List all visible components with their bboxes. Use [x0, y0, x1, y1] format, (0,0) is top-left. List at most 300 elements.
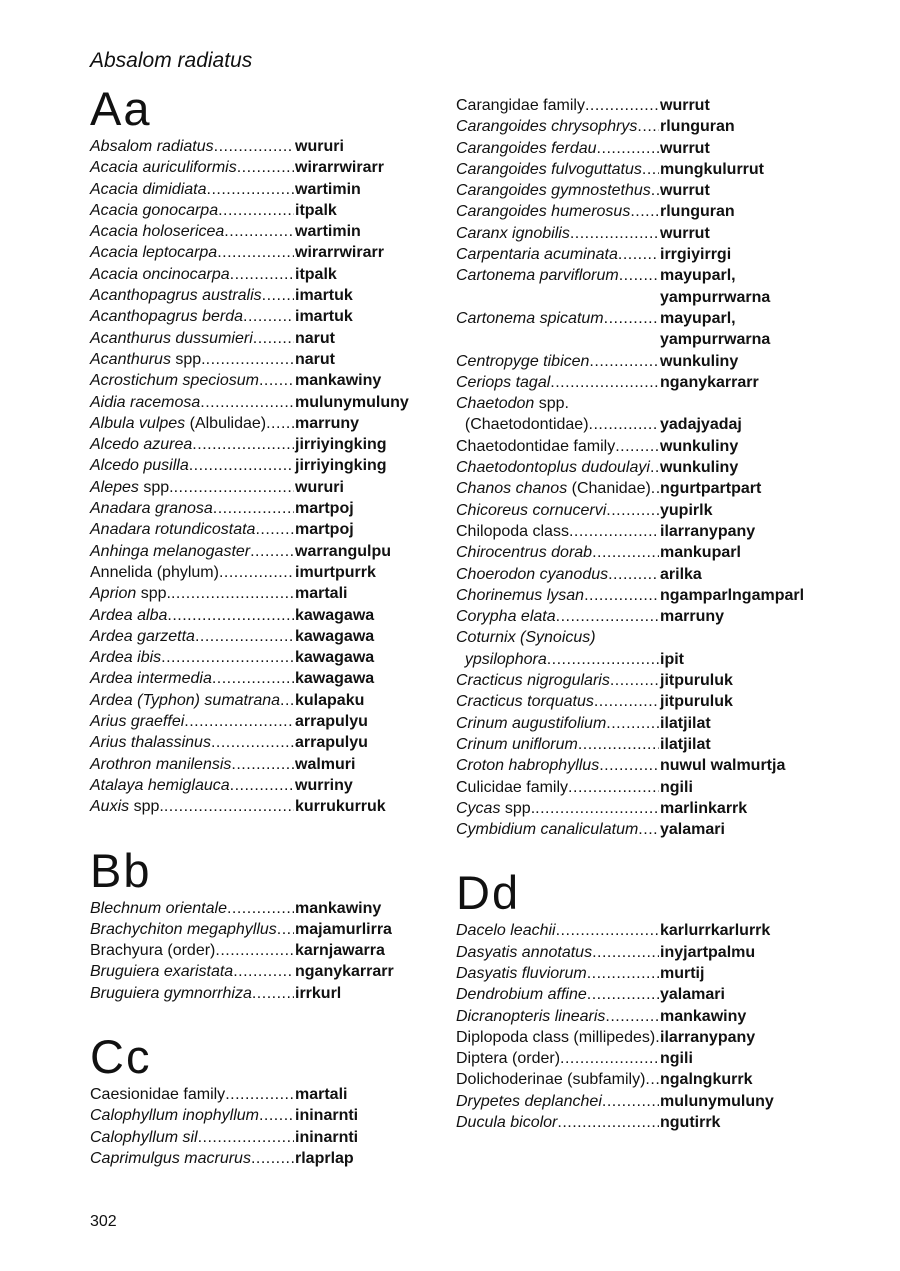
- entry-word: arilka: [660, 565, 702, 583]
- term-part: Acanthopagrus australis: [90, 287, 262, 305]
- glossary-entry: [456, 180, 796, 201]
- entry-term: [456, 691, 659, 712]
- entry-word: wunkuliny: [660, 352, 739, 370]
- leader-dots: [171, 583, 294, 604]
- term-part: Aidia racemosa: [90, 393, 201, 411]
- term-part: Alcedo azurea: [90, 436, 193, 454]
- entry-word: martali: [295, 1085, 348, 1103]
- entry-term: [90, 775, 294, 796]
- term-part: Choerodon cyanodus: [456, 565, 609, 583]
- entry-term: [90, 242, 294, 263]
- entry-word: ngamparlngamparl: [660, 586, 805, 604]
- leader-dots: [651, 478, 659, 499]
- entry-list: [456, 920, 796, 1133]
- entry-word: kawagawa: [295, 670, 375, 688]
- glossary-entry: [90, 392, 430, 413]
- entry-term: [90, 1084, 294, 1105]
- glossary-entry: [90, 983, 430, 1004]
- term-part: Brachyura (order): [90, 942, 216, 960]
- entry-word: nganykarrarr: [660, 373, 759, 391]
- entry-word: karlurrkarlurrk: [660, 922, 771, 940]
- leader-dots: [602, 1091, 659, 1112]
- entry-word: nuwul walmurtja: [660, 757, 786, 775]
- letter-section: [90, 82, 430, 818]
- entry-term: [90, 898, 294, 919]
- term-part: Cycas: [456, 799, 501, 817]
- entry-term: [456, 819, 659, 840]
- entry-word: yadajyadaj: [660, 416, 742, 434]
- entry-term: [456, 478, 659, 499]
- leader-dots: [587, 963, 659, 984]
- glossary-entry: [90, 1127, 430, 1148]
- entry-list: [90, 136, 430, 818]
- leader-dots: [207, 179, 295, 200]
- entry-word: martali: [295, 585, 348, 603]
- glossary-entry: [90, 605, 430, 626]
- entry-word: rlunguran: [660, 118, 735, 136]
- term-part: Croton habrophyllus: [456, 757, 600, 775]
- glossary-entry: [90, 157, 430, 178]
- letter-section: [90, 844, 430, 1004]
- entry-word: kurrukurruk: [295, 798, 386, 816]
- leader-dots: [218, 200, 294, 221]
- term-part: Acacia oncinocarpa: [90, 265, 230, 283]
- term-part: Ardea intermedia: [90, 670, 212, 688]
- glossary-entry: [90, 1105, 430, 1126]
- glossary-entry: [456, 542, 796, 563]
- entry-word: ininarnti: [295, 1128, 359, 1146]
- term-part: Chaetodon: [456, 395, 535, 413]
- leader-dots: [233, 961, 294, 982]
- leader-dots: [589, 351, 659, 372]
- term-part: Chorinemus lysan: [456, 586, 585, 604]
- term-part: Ardea ibis: [90, 649, 162, 667]
- term-part: Acacia leptocarpa: [90, 244, 218, 262]
- term-part: (Albulidae): [185, 414, 267, 432]
- term-part: spp.: [138, 478, 174, 496]
- term-part: spp.: [534, 395, 569, 413]
- entry-term: [456, 606, 659, 627]
- entry-term: [90, 370, 294, 391]
- term-part: Caranx ignobilis: [456, 224, 570, 242]
- entry-term: [90, 1148, 294, 1169]
- entry-term: [456, 372, 659, 393]
- term-part: Acacia dimidiata: [90, 180, 207, 198]
- leader-dots: [230, 264, 294, 285]
- entry-term: [456, 351, 659, 372]
- entry-term: [90, 754, 294, 775]
- glossary-entry: [456, 95, 796, 116]
- leader-dots: [570, 223, 659, 244]
- entry-word: karnjawarra: [295, 942, 385, 960]
- right-column: [456, 95, 805, 1159]
- entry-word: kulapaku: [295, 691, 365, 709]
- entry-term: [456, 1027, 659, 1048]
- glossary-entry: [456, 1091, 796, 1112]
- term-part: Carangoides humerosus: [456, 203, 631, 221]
- term-part: spp.: [136, 585, 171, 603]
- glossary-entry: [90, 328, 430, 349]
- glossary-entry: [456, 963, 796, 984]
- entry-word: mankawiny: [660, 1007, 747, 1025]
- term-part: Ducula bicolor: [456, 1114, 558, 1132]
- glossary-entry: [456, 351, 796, 372]
- term-part: Cartonema parviflorum: [456, 267, 619, 285]
- leader-dots: [568, 777, 659, 798]
- entry-term: [456, 1091, 659, 1112]
- entry-word: imurtpurrk: [295, 563, 376, 581]
- entry-word: ininarnti: [295, 1107, 359, 1125]
- term-part: Caprimulgus macrurus: [90, 1149, 251, 1167]
- entry-term: [456, 180, 659, 201]
- leader-dots: [206, 349, 294, 370]
- term-part: spp.: [170, 350, 206, 368]
- entry-word: murtij: [660, 964, 705, 982]
- leader-dots: [259, 1105, 294, 1126]
- entry-word: ngalngkurrk: [660, 1071, 753, 1089]
- leader-dots: [231, 754, 294, 775]
- glossary-entry: [456, 627, 796, 648]
- left-column: [90, 80, 430, 1195]
- term-part: Absalom radiatus: [90, 138, 214, 155]
- term-part: Anadara granosa: [90, 500, 213, 518]
- glossary-entry: [90, 242, 430, 263]
- entry-list: [456, 95, 805, 840]
- entry-term: [90, 200, 294, 221]
- term-part: (Chaetodontidae): [456, 416, 589, 434]
- entry-word: ipit: [660, 650, 684, 668]
- entry-word: yupirlk: [660, 501, 713, 519]
- glossary-entry: [90, 370, 430, 391]
- glossary-entry: [456, 942, 796, 963]
- leader-dots: [161, 647, 294, 668]
- leader-dots: [212, 668, 294, 689]
- glossary-entry: [456, 798, 796, 819]
- term-part: Chirocentrus dorab: [456, 544, 593, 562]
- leader-dots: [550, 372, 659, 393]
- entry-word: mungkulurrut: [660, 160, 764, 178]
- glossary-entry: [456, 1048, 796, 1069]
- term-part: Brachychiton megaphyllus: [90, 920, 277, 938]
- entry-term: [456, 414, 659, 435]
- entry-term: [456, 798, 659, 819]
- glossary-entry: [456, 649, 796, 670]
- glossary-entry: [456, 159, 796, 180]
- glossary-entry: [456, 500, 796, 521]
- entry-term: [90, 796, 294, 817]
- entry-term: [456, 713, 659, 734]
- entry-word: jirriyingking: [295, 436, 387, 454]
- entry-word: marlinkarrk: [660, 799, 748, 817]
- entry-word: wartimin: [295, 223, 361, 241]
- leader-dots: [277, 919, 294, 940]
- leader-dots: [266, 413, 294, 434]
- glossary-entry: [456, 201, 796, 222]
- entry-term: [90, 519, 294, 540]
- glossary-entry: [456, 116, 796, 137]
- leader-dots: [230, 775, 294, 796]
- entry-term: [90, 264, 294, 285]
- entry-word: yalamari: [660, 986, 725, 1004]
- entry-term: [90, 434, 294, 455]
- leader-dots: [578, 734, 659, 755]
- leader-dots: [225, 1084, 294, 1105]
- entry-term: [90, 455, 294, 476]
- section-letter-heading: Cc: [90, 1029, 152, 1083]
- term-part: Annelida (phylum): [90, 563, 219, 581]
- glossary-entry: [456, 138, 796, 159]
- section-letter-heading: Aa: [90, 82, 152, 135]
- entry-word: nganykarrarr: [295, 963, 394, 981]
- glossary-entry: [90, 306, 430, 327]
- entry-word: jirriyingking: [295, 457, 387, 475]
- entry-term: [90, 179, 294, 200]
- leader-dots: [184, 711, 294, 732]
- entry-word: wururi: [295, 478, 344, 496]
- leader-dots: [189, 455, 294, 476]
- term-part: Ardea (Typhon) sumatrana: [90, 691, 281, 709]
- term-part: spp.: [129, 798, 164, 816]
- leader-dots: [604, 308, 659, 329]
- entry-term: [90, 562, 294, 583]
- entry-word: marruny: [660, 608, 725, 626]
- glossary-entry: [456, 819, 796, 840]
- entry-word: itpalk: [295, 265, 337, 283]
- term-part: Albula vulpes: [90, 414, 186, 432]
- glossary-entry: [456, 265, 796, 308]
- term-part: Centropyge tibicen: [456, 352, 590, 370]
- entry-term: [90, 477, 294, 498]
- entry-term: [456, 963, 659, 984]
- letter-section: [456, 866, 796, 1133]
- glossary-entry: [90, 919, 430, 940]
- entry-word: mayuparl, yampurrwarna: [660, 267, 771, 306]
- entry-word: ilatjilat: [660, 735, 711, 753]
- leader-dots: [589, 414, 659, 435]
- leader-dots: [642, 159, 659, 180]
- leader-dots: [192, 434, 294, 455]
- entry-term: [456, 942, 659, 963]
- entry-term: [90, 328, 294, 349]
- glossary-entry: [90, 562, 430, 583]
- entry-term: [456, 670, 659, 691]
- glossary-entry: [90, 498, 430, 519]
- leader-dots: [167, 605, 294, 626]
- glossary-entry: [456, 984, 796, 1005]
- entry-word: mankuparl: [660, 544, 741, 562]
- term-part: Dendrobium affine: [456, 986, 587, 1004]
- entry-word: ngurtpartpart: [660, 480, 762, 498]
- letter-section: [456, 95, 805, 840]
- term-part: Crinum augustifolium: [456, 714, 607, 732]
- entry-term: [90, 919, 294, 940]
- entry-term: [456, 649, 659, 670]
- entry-word: arrapulyu: [295, 713, 368, 731]
- term-part: Atalaya hemiglauca: [90, 776, 230, 794]
- term-part: Cartonema spicatum: [456, 309, 604, 327]
- entry-list: [90, 898, 430, 1004]
- entry-word: jitpuruluk: [660, 672, 733, 690]
- entry-term: [90, 940, 294, 961]
- entry-word: jitpuruluk: [660, 693, 733, 711]
- leader-dots: [237, 157, 294, 178]
- glossary-entry: [456, 308, 796, 351]
- entry-term: [90, 626, 294, 647]
- entry-term: [90, 1127, 294, 1148]
- term-part: Acacia holosericea: [90, 223, 225, 241]
- entry-term: [90, 647, 294, 668]
- term-part: Drypetes deplanchei: [456, 1092, 602, 1110]
- entry-term: [90, 961, 294, 982]
- entry-word: imartuk: [295, 287, 353, 305]
- glossary-entry: [456, 1006, 796, 1027]
- leader-dots: [599, 755, 659, 776]
- term-part: Acanthopagrus berda: [90, 308, 243, 326]
- entry-term: [90, 157, 294, 178]
- glossary-entry: [90, 711, 430, 732]
- entry-term: [90, 690, 294, 711]
- term-part: Chaetodontidae family: [456, 437, 616, 455]
- term-part: Ardea alba: [90, 606, 168, 624]
- leader-dots: [594, 691, 659, 712]
- entry-word: wirarrwirarr: [295, 244, 384, 262]
- glossary-entry: [456, 478, 796, 499]
- entry-word: imartuk: [295, 308, 353, 326]
- term-part: Culicidae family: [456, 778, 569, 796]
- glossary-entry: [456, 223, 796, 244]
- term-part: Bruguiera exaristata: [90, 963, 234, 981]
- term-part: Carangoides chrysophrys: [456, 118, 638, 136]
- entry-term: [456, 1006, 659, 1027]
- term-part: (Chanidae): [567, 480, 651, 498]
- entry-word: wurrut: [660, 139, 710, 157]
- term-part: Chilopoda class: [456, 522, 569, 540]
- term-part: Acanthurus: [90, 350, 171, 368]
- leader-dots: [217, 242, 294, 263]
- entry-word: ilarranypany: [660, 1028, 756, 1046]
- page-number: 302: [90, 1213, 117, 1230]
- glossary-entry: [90, 136, 430, 157]
- leader-dots: [615, 436, 659, 457]
- leader-dots: [584, 585, 659, 606]
- term-part: Carangoides ferdau: [456, 139, 597, 157]
- entry-term: [456, 777, 659, 798]
- entry-term: [456, 457, 659, 478]
- term-part: Alcedo pusilla: [90, 457, 189, 475]
- entry-term: [90, 1105, 294, 1126]
- leader-dots: [280, 690, 294, 711]
- entry-term: [456, 521, 659, 542]
- glossary-entry: [90, 477, 430, 498]
- entry-word: wurrut: [660, 97, 710, 114]
- leader-dots: [650, 457, 659, 478]
- glossary-entry: [456, 777, 796, 798]
- glossary-entry: [456, 521, 796, 542]
- section-letter-heading: Dd: [456, 866, 521, 920]
- term-part: Chicoreus cornucervi: [456, 501, 607, 519]
- glossary-entry: [456, 920, 796, 941]
- glossary-entry: [90, 940, 430, 961]
- entry-term: [90, 668, 294, 689]
- entry-word: arrapulyu: [295, 734, 368, 752]
- leader-dots: [618, 244, 659, 265]
- entry-term: [456, 500, 659, 521]
- entry-term: [456, 585, 659, 606]
- running-head: Absalom radiatus: [90, 49, 253, 72]
- leader-dots: [198, 1127, 294, 1148]
- glossary-entry: [456, 393, 796, 414]
- entry-term: [456, 920, 659, 941]
- term-part: Dasyatis fluviorum: [456, 964, 587, 982]
- glossary-entry: [456, 606, 796, 627]
- entry-word: martpoj: [295, 500, 354, 518]
- entry-word: warrangulpu: [295, 542, 392, 560]
- leader-dots: [560, 1048, 659, 1069]
- leader-dots: [597, 138, 659, 159]
- glossary-entry: [456, 457, 796, 478]
- entry-term: [90, 349, 294, 370]
- entry-word: majamurlirra: [295, 920, 392, 938]
- leader-dots: [592, 942, 659, 963]
- entry-word: narut: [295, 350, 335, 368]
- entry-term: [90, 583, 294, 604]
- glossary-entry: [90, 519, 430, 540]
- leader-dots: [606, 500, 659, 521]
- term-part: Carangidae family: [456, 97, 585, 114]
- term-part: Arothron manilensis: [90, 755, 232, 773]
- glossary-entry: [90, 541, 430, 562]
- glossary-entry: [456, 244, 796, 265]
- glossary-entry: [90, 1148, 430, 1169]
- entry-word: narut: [295, 329, 335, 347]
- entry-word: ngili: [660, 778, 693, 796]
- glossary-entry: [90, 796, 430, 817]
- term-part: Chaetodontoplus dudoulayi: [456, 459, 650, 477]
- glossary-entry: [90, 690, 430, 711]
- glossary-entry: [456, 1027, 796, 1048]
- leader-dots: [243, 306, 294, 327]
- term-part: Dacelo leachii: [456, 922, 556, 940]
- leader-dots: [608, 564, 659, 585]
- entry-term: [90, 732, 294, 753]
- entry-word: kawagawa: [295, 649, 375, 667]
- term-part: Bruguiera gymnorrhiza: [90, 984, 252, 1002]
- term-part: Calophyllum inophyllum: [90, 1107, 259, 1125]
- term-part: Cracticus nigrogularis: [456, 672, 610, 690]
- leader-dots: [556, 920, 659, 941]
- term-part: Anadara rotundicostata: [90, 521, 256, 539]
- leader-dots: [651, 180, 659, 201]
- term-part: Dolichoderinae (subfamily): [456, 1071, 646, 1089]
- term-part: Arius graeffei: [90, 713, 185, 731]
- leader-dots: [645, 1069, 659, 1090]
- entry-word: inyjartpalmu: [660, 943, 756, 961]
- entry-word: itpalk: [295, 201, 337, 219]
- glossary-entry: [90, 285, 430, 306]
- entry-term: [456, 244, 659, 265]
- entry-term: [456, 393, 659, 414]
- glossary-entry: [456, 1069, 796, 1090]
- term-part: Blechnum orientale: [90, 899, 227, 917]
- leader-dots: [619, 265, 659, 286]
- glossary-entry: [90, 732, 430, 753]
- leader-dots: [164, 796, 294, 817]
- term-part: Ceriops tagal: [456, 373, 551, 391]
- glossary-entry: [90, 668, 430, 689]
- glossary-entry: [456, 436, 796, 457]
- entry-word: marruny: [295, 414, 360, 432]
- term-part: Anhinga melanogaster: [90, 542, 251, 560]
